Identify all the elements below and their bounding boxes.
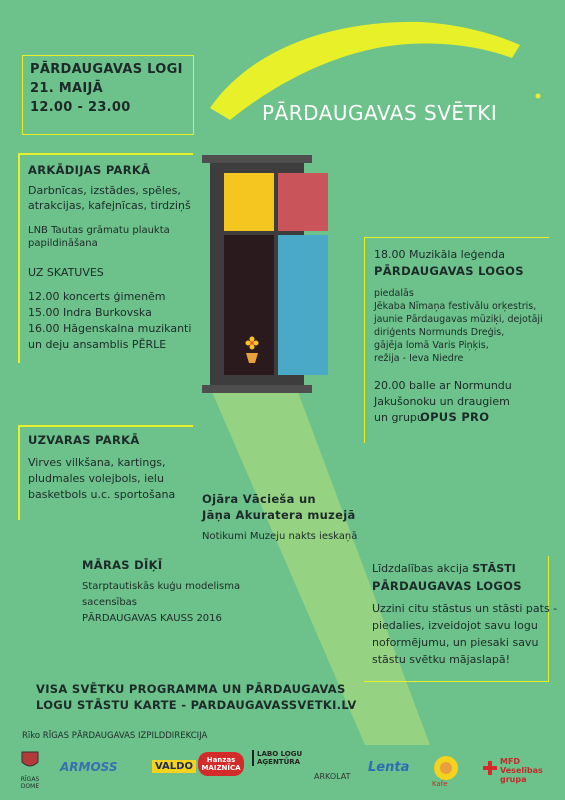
balle-line: Jakušonoku un draugiem xyxy=(374,395,510,408)
footer-line2: LOGU STĀSTU KARTE - PARDAUGAVASSVETKI.LV xyxy=(36,698,357,712)
balle-line: 20.00 balle ar Normundu xyxy=(374,379,512,392)
stasti-prefix: Līdzdalības akcija xyxy=(372,562,469,575)
uzvaras-bracket-side xyxy=(18,425,20,520)
uzvaras-bracket xyxy=(18,425,193,427)
stasti-line: piedalies, izveidojot savu logu xyxy=(372,619,538,632)
legenda-detail: jaunie Pārdaugavas mūziķi, dejotāji xyxy=(374,314,543,325)
maras-title: MĀRAS DĪĶĪ xyxy=(82,558,163,572)
stasti-line: Uzzini citu stāstus un stāsti pats - xyxy=(372,602,558,615)
event-name: PĀRDAUGAVAS LOGI xyxy=(30,62,183,77)
legenda-title: PĀRDAUGAVAS LOGOS xyxy=(374,264,524,278)
stage-line: 16.00 Hāgenskalna muzikanti xyxy=(28,322,192,335)
balle-line: un grupu xyxy=(374,411,424,424)
pane-yellow xyxy=(224,173,274,231)
legenda-piedalas: piedalās xyxy=(374,288,414,299)
lnb-line1: LNB Tautas grāmatu plaukta xyxy=(28,225,170,236)
stasti-line: noformējumu, un piesaki savu xyxy=(372,636,539,649)
sponsor-valdo: VALDO xyxy=(152,760,196,773)
sponsor-lenta: Lenta xyxy=(368,760,410,775)
organizer: Rīko RĪGAS PĀRDAUGAVAS IZPILDDIREKCIJA xyxy=(22,731,208,741)
lnb-line2: papildināšana xyxy=(28,238,98,249)
legenda-time: 18.00 Muzikāla leģenda xyxy=(374,248,505,261)
stage-line: un deju ansamblis PĒRLE xyxy=(28,338,167,351)
sponsor-riga-logo xyxy=(12,748,48,788)
arkadijas-title: ARKĀDIJAS PARKĀ xyxy=(28,163,151,177)
maras-line: sacensības xyxy=(82,597,137,608)
sponsor-arkolat: ARKOLAT xyxy=(314,772,351,781)
window-illustration xyxy=(202,155,312,400)
dot-on-i xyxy=(536,94,541,99)
uzvaras-line: Virves vilkšana, kartings, xyxy=(28,456,166,469)
sponsor-mfd-cross-icon xyxy=(482,760,498,776)
event-time: 12.00 - 23.00 xyxy=(30,100,131,115)
maras-line: PĀRDAUGAVAS KAUSS 2016 xyxy=(82,613,222,624)
uzvaras-title: UZVARAS PARKĀ xyxy=(28,433,140,447)
uzvaras-line: basketbols u.c. sportošana xyxy=(28,488,176,501)
flower-pot-icon xyxy=(242,335,262,365)
legenda-detail: diriģents Normunds Dreģis, xyxy=(374,327,505,338)
stasti-bold: STĀSTI xyxy=(472,562,516,575)
sponsor-kafe: Kafe xyxy=(432,780,448,788)
sponsor-hanzas: Hanzas MAIZNĪCA xyxy=(198,752,244,776)
arkadijas-bracket-side xyxy=(18,153,20,363)
balle-band: OPUS PRO xyxy=(420,410,490,424)
muzejs-text: Notikumi Muzeju nakts ieskaņā xyxy=(202,531,358,542)
sponsor-mfd: MFD Veselības grupa xyxy=(500,757,543,784)
pane-red xyxy=(278,173,328,231)
sponsor-armoss: ARMOSS xyxy=(60,760,118,774)
sponsor-labo-logu: LABO LOGU AĢENTŪRA xyxy=(252,750,307,766)
arkadijas-line2: atrakcijas, kafejnīcas, tirdziņš xyxy=(28,199,191,212)
stage-line: 12.00 koncerts ģimenēm xyxy=(28,290,166,303)
stasti-line1 xyxy=(372,562,516,576)
stasti-line: stāstu svētku mājaslapā! xyxy=(372,653,511,666)
stage-line: 15.00 Indra Burkovska xyxy=(28,306,152,319)
event-date: 21. MAIJĀ xyxy=(30,81,103,96)
legenda-detail: Jēkaba Nīmaņa festivālu orķestris, xyxy=(374,301,537,312)
maras-line: Starptautiskās kuģu modelisma xyxy=(82,581,241,592)
arkadijas-bracket xyxy=(18,153,193,155)
window-lintel xyxy=(202,155,312,163)
stasti-title: PĀRDAUGAVAS LOGOS xyxy=(372,579,522,593)
muzejs-title2: Jāņa Akuratera muzejā xyxy=(202,508,356,522)
sponsor-riga-label: RĪGAS DOME xyxy=(20,776,40,790)
footer-line1: VISA SVĒTKU PROGRAMMA UN PĀRDAUGAVAS xyxy=(36,682,346,696)
muzejs-title1: Ojāra Vācieša un xyxy=(202,492,316,506)
page-title: PĀRDAUGAVAS SVĒTKI xyxy=(262,101,498,125)
legenda-detail: režija - Ieva Niedre xyxy=(374,353,464,364)
window-sill xyxy=(202,385,312,393)
legenda-detail: gājēja lomā Varis Piņķis, xyxy=(374,340,489,351)
pane-blue xyxy=(278,235,328,375)
stage-title: UZ SKATUVES xyxy=(28,266,104,279)
uzvaras-line: pludmales volejbols, ielu xyxy=(28,472,164,485)
arkadijas-line1: Darbnīcas, izstādes, spēles, xyxy=(28,184,181,197)
